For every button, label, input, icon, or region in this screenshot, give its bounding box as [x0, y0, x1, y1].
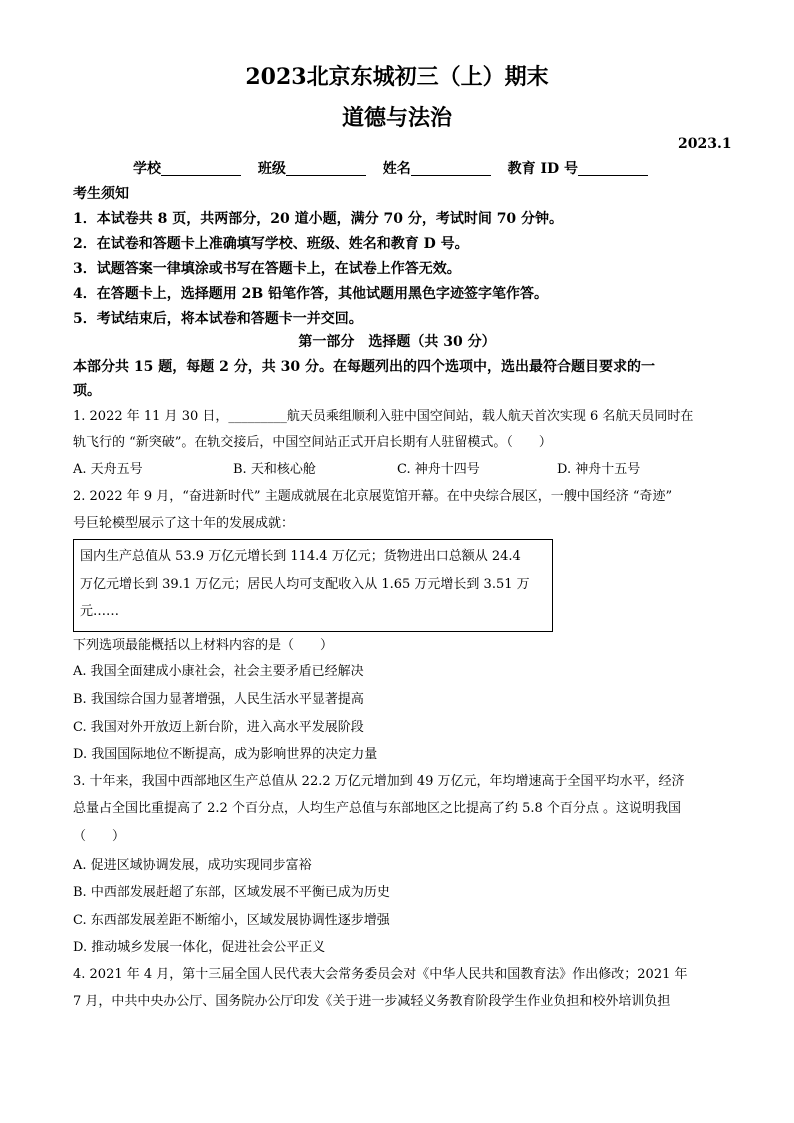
notice-item: 4．在答题卡上，选择题用 2B 铅笔作答，其他试题用黑色字迹签字笔作答。: [73, 286, 549, 302]
school-field[interactable]: [133, 158, 241, 178]
name-label: 姓名: [382, 161, 411, 177]
question-2-text: 号巨轮模型展示了这十年的发展成就：: [73, 516, 295, 531]
name-blank[interactable]: [411, 161, 491, 176]
question-4-text: 7 月，中共中央办公厅、国务院办公厅印发《关于进一步减轻义务教育阶段学生作业负担和校外培训负担: [73, 994, 671, 1009]
q2-option-a[interactable]: A. 我国全面建成小康社会，社会主要矛盾已经解决: [73, 664, 364, 679]
student-info-fields: [133, 158, 660, 178]
q2-material-box: [73, 539, 553, 632]
exam-subject: 道德与法治: [341, 105, 452, 131]
question-2-text: 2. 2022 年 9 月，“奋进新时代” 主题成就展在北京展览馆开幕。在中央综合展区，一艘中国经济 “奇迹”: [73, 489, 673, 504]
class-label: 班级: [257, 161, 286, 177]
q2-option-d[interactable]: D. 我国国际地位不断提高，成为影响世界的决定力量: [73, 747, 378, 762]
notice-item: 1．本试卷共 8 页，共两部分，20 道小题，满分 70 分，考试时间 70 分钟。: [73, 211, 564, 227]
q2-prompt: 下列选项最能概括以上材料内容的是（ ）: [73, 638, 334, 653]
q2-option-b[interactable]: B. 我国综合国力显著增强，人民生活水平显著提高: [73, 692, 364, 707]
q2-material-line: 国内生产总值从 53.9 万亿元增长到 114.4 万亿元；货物进出口总额从 24.4: [80, 549, 521, 564]
edu-id-label: 教育 ID 号: [507, 161, 579, 177]
q3-option-b[interactable]: B. 中西部发展赶超了东部，区域发展不平衡已成为历史: [73, 885, 390, 900]
notice-heading: 考生须知: [73, 186, 129, 202]
school-label: 学校: [133, 161, 161, 177]
q1-option-a[interactable]: A. 天舟五号: [73, 462, 143, 477]
question-3-text: 3. 十年来，我国中西部地区生产总值从 22.2 万亿元增加到 49 万亿元，年均增速高于全国平均水平，经济: [73, 774, 685, 789]
q1-option-d[interactable]: D. 神舟十五号: [557, 462, 641, 477]
q2-material-line: 元……: [80, 604, 120, 619]
class-blank[interactable]: [286, 161, 366, 176]
part1-heading: 第一部分 选择题（共 30 分）: [298, 334, 496, 350]
edu-id-field[interactable]: [508, 158, 648, 178]
class-field[interactable]: [258, 158, 366, 178]
part1-instructions: 本部分共 15 题，每题 2 分，共 30 分。在每题列出的四个选项中，选出最符合题目要求的一: [73, 359, 655, 375]
q1-option-c[interactable]: C. 神舟十四号: [397, 462, 480, 477]
notice-item: 5．考试结束后，将本试卷和答题卡一并交回。: [73, 311, 363, 327]
edu-id-blank[interactable]: [578, 161, 648, 176]
q3-option-d[interactable]: D. 推动城乡发展一体化，促进社会公平正义: [73, 940, 326, 955]
question-1-text: 1. 2022 年 11 月 30 日，_________航天员乘组顺利入驻中国空间站，载人航天首次实现 6 名航天员同时在: [73, 409, 694, 424]
q1-option-b[interactable]: B. 天和核心舱: [233, 462, 316, 477]
exam-title: 2023北京东城初三（上）期末: [245, 64, 549, 90]
exam-date: 2023.1: [678, 136, 732, 152]
notice-item: 2．在试卷和答题卡上准确填写学校、班级、姓名和教育 D 号。: [73, 236, 469, 252]
question-3-text: （ ）: [73, 829, 126, 844]
question-1-text: 轨飞行的 “新突破”。在轨交接后，中国空间站正式开启长期有人驻留模式。（ ）: [73, 435, 552, 450]
school-blank[interactable]: [161, 161, 241, 176]
notice-item: 3．试题答案一律填涂或书写在答题卡上，在试卷上作答无效。: [73, 261, 461, 277]
q2-material-line: 万亿元增长到 39.1 万亿元；居民人均可支配收入从 1.65 万元增长到 3.51 万: [80, 577, 530, 592]
q3-option-c[interactable]: C. 东西部发展差距不断缩小，区域发展协调性逐步增强: [73, 913, 390, 928]
q2-option-c[interactable]: C. 我国对外开放迈上新台阶，进入高水平发展阶段: [73, 720, 364, 735]
question-4-text: 4. 2021 年 4 月，第十三届全国人民代表大会常务委员会对《中华人民共和国教育法》作出修改；2021 年: [73, 967, 688, 982]
name-field[interactable]: [383, 158, 491, 178]
q3-option-a[interactable]: A. 促进区域协调发展，成功实现同步富裕: [73, 858, 312, 873]
part1-instructions: 项。: [73, 383, 101, 399]
question-3-text: 总量占全国比重提高了 2.2 个百分点，人均生产总值与东部地区之比提高了约 5.8 个百分点 。这说明我国: [73, 801, 682, 816]
